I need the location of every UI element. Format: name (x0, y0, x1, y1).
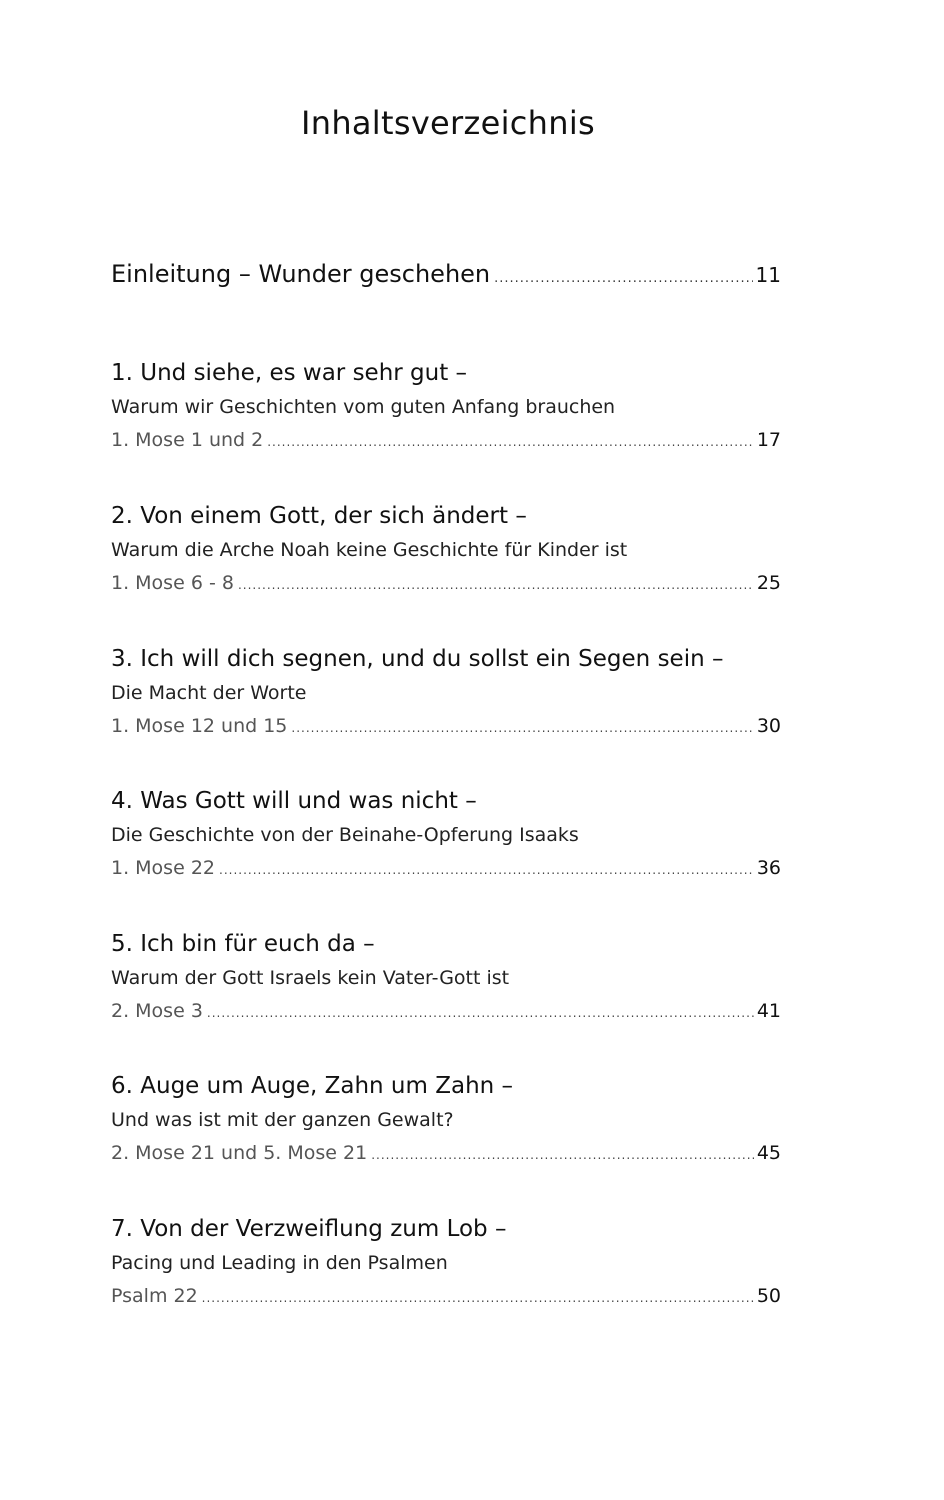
chapter-reference-line (111, 424, 781, 456)
chapter-subtitle: Die Macht der Worte (111, 682, 307, 704)
dot-leader (219, 854, 754, 886)
toc-page-number: 30 (756, 715, 781, 737)
page-title: Inhaltsverzeichnis (301, 104, 595, 142)
toc-chapter-5[interactable] (111, 927, 781, 1027)
dot-leader (238, 569, 754, 601)
dot-leader (207, 997, 754, 1029)
toc-chapter-1[interactable] (111, 356, 781, 456)
toc-page-number: 50 (756, 1285, 781, 1307)
chapter-reference-line (111, 1280, 781, 1312)
toc-chapter-2[interactable] (111, 499, 781, 599)
toc-page-number: 45 (756, 1142, 781, 1164)
toc-chapter-6[interactable] (111, 1069, 781, 1169)
bible-reference: 1. Mose 12 und 15 (111, 715, 288, 737)
toc-chapter-4[interactable] (111, 784, 781, 884)
chapter-title: 6. Auge um Auge, Zahn um Zahn – (111, 1073, 514, 1099)
chapter-title: 7. Von der Verzweiflung zum Lob – (111, 1216, 507, 1242)
dot-leader (202, 1282, 754, 1314)
chapter-subtitle: Warum wir Geschichten vom guten Anfang brauchen (111, 396, 616, 418)
bible-reference: 2. Mose 21 und 5. Mose 21 (111, 1142, 368, 1164)
toc-chapter-7[interactable] (111, 1212, 781, 1312)
bible-reference: 1. Mose 22 (111, 857, 215, 879)
chapter-title: 3. Ich will dich segnen, und du sollst ein Segen sein – (111, 646, 724, 672)
chapter-reference-line (111, 852, 781, 884)
dot-leader (494, 271, 752, 286)
dot-leader (267, 426, 754, 458)
dot-leader (371, 1139, 754, 1171)
toc-page-number: 17 (756, 429, 781, 451)
chapter-reference-line (111, 710, 781, 742)
chapter-title: 2. Von einem Gott, der sich ändert – (111, 503, 527, 529)
toc-entry-label: Einleitung – Wunder geschehen (111, 260, 491, 288)
chapter-subtitle: Und was ist mit der ganzen Gewalt? (111, 1109, 454, 1131)
chapter-reference-line (111, 1137, 781, 1169)
bible-reference: 2. Mose 3 (111, 1000, 203, 1022)
chapter-reference-line (111, 995, 781, 1027)
toc-entry-introduction[interactable] (111, 260, 781, 288)
chapter-subtitle: Warum die Arche Noah keine Geschichte für Kinder ist (111, 539, 628, 561)
chapter-subtitle: Pacing und Leading in den Psalmen (111, 1252, 448, 1274)
toc-page-number: 41 (756, 1000, 781, 1022)
toc-chapter-3[interactable] (111, 642, 781, 742)
chapter-title: 5. Ich bin für euch da – (111, 931, 375, 957)
bible-reference: 1. Mose 1 und 2 (111, 429, 264, 451)
toc-page-number: 11 (755, 263, 781, 287)
chapter-subtitle: Die Geschichte von der Beinahe-Opferung Isaaks (111, 824, 579, 846)
bible-reference: Psalm 22 (111, 1285, 198, 1307)
chapter-title: 1. Und siehe, es war sehr gut – (111, 360, 468, 386)
toc-page-number: 36 (756, 857, 781, 879)
dot-leader (291, 712, 753, 744)
toc-page-number: 25 (756, 572, 781, 594)
chapter-title: 4. Was Gott will und was nicht – (111, 788, 477, 814)
bible-reference: 1. Mose 6 - 8 (111, 572, 234, 594)
chapter-reference-line (111, 567, 781, 599)
chapter-subtitle: Warum der Gott Israels kein Vater-Gott ist (111, 967, 510, 989)
